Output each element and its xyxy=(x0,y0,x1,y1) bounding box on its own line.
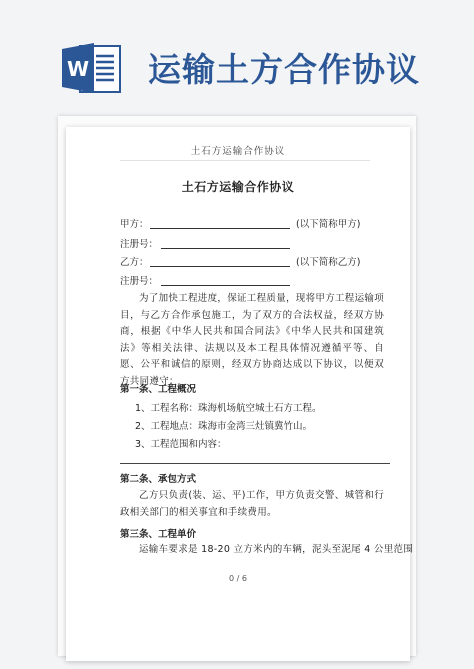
party-b-line xyxy=(150,266,290,267)
intro-paragraph: 为了加快工程进度，保证工程质量，现将甲方工程运输项目，与乙方合作承包施工，为了双方的合法权益，经双方协商，根据《中华人民共和国合同法》《中华人民共和国建筑法》等相关法律、法规以及本工程具体情况遵循平等、自愿、公平和诚信的原则，经双方协商达成以下协议，以便双方共同遵守： xyxy=(120,293,385,387)
article1-item-2: 2、工程地点：珠海市金湾三灶镇冀竹山。 xyxy=(135,421,313,432)
scope-line xyxy=(120,463,390,464)
registration-a-label: 注册号： xyxy=(120,239,159,250)
word-icon-letter: W xyxy=(66,57,90,81)
article1-item-1: 1、工程名称：珠海机场航空城土石方工程。 xyxy=(135,403,322,414)
party-a-line xyxy=(150,228,290,229)
document-banner xyxy=(0,0,474,115)
article3-body: 运输车要求是 18-20 立方米内的车辆，泥头至泥尾 4 公里范围 xyxy=(139,544,414,555)
page-header: 土石方运输合作协议 xyxy=(190,146,286,157)
word-document-icon xyxy=(60,40,124,96)
document-title: 土石方运输合作协议 xyxy=(181,180,295,194)
registration-a-line xyxy=(161,248,290,249)
party-a-note: (以下简称甲方) xyxy=(296,219,361,230)
article1-item-3: 3、工程范围和内容： xyxy=(135,439,227,450)
registration-b-line xyxy=(161,285,290,286)
party-b-note: (以下简称乙方) xyxy=(296,257,361,268)
article2-heading: 第二条、承包方式 xyxy=(120,474,197,485)
header-rule xyxy=(120,160,370,161)
document-page xyxy=(66,127,414,661)
party-b-label: 乙方： xyxy=(120,257,149,268)
banner-title: 运输土方合作协议 xyxy=(148,50,420,89)
article1-heading: 第一条、工程概况 xyxy=(120,384,197,395)
registration-b-label: 注册号： xyxy=(120,276,159,287)
page-number: 0 / 6 xyxy=(229,574,247,583)
article3-heading: 第三条、工程单价 xyxy=(120,529,197,540)
article2-body: 乙方只负责(装、运、平)工作，甲方负责交警、城管和行政相关部门的相关事宜和手续费用。 xyxy=(120,490,384,518)
party-a-label: 甲方： xyxy=(120,219,149,230)
